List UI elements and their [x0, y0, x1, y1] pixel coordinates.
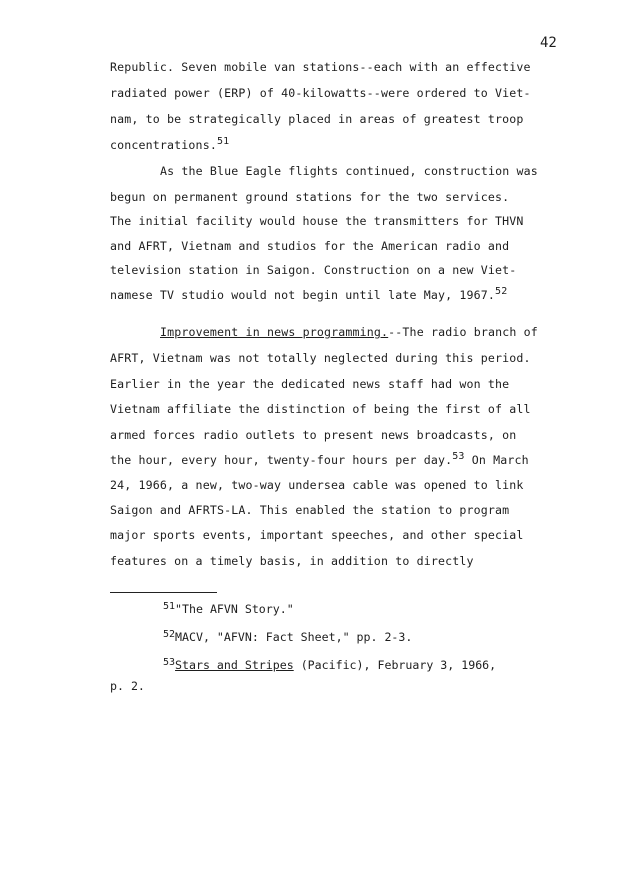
section-heading: Improvement in news programming. — [160, 325, 389, 339]
page-number: 42 — [540, 35, 557, 51]
footnote-number: 52 — [163, 629, 176, 640]
footnote-continuation: p. 2. — [110, 679, 145, 693]
body-line — [160, 325, 538, 339]
footnote-ref: 53 — [452, 451, 465, 462]
body-line: AFRT, Vietnam was not totally neglected during this period. — [110, 351, 531, 365]
body-text: On March — [464, 453, 529, 467]
body-line — [110, 138, 229, 152]
footnote-number: 53 — [163, 657, 176, 668]
body-line: and AFRT, Vietnam and studios for the American radio and — [110, 239, 510, 253]
body-line: nam, to be strategically placed in areas of greatest troop — [110, 112, 524, 126]
body-line: The initial facility would house the transmitters for THVN — [110, 214, 524, 228]
body-line: armed forces radio outlets to present news broadcasts, on — [110, 428, 517, 442]
body-line — [110, 288, 507, 302]
body-line: Republic. Seven mobile van stations--each with an effective — [110, 60, 531, 74]
footnote-51 — [163, 602, 294, 616]
footnote-52 — [163, 630, 412, 644]
body-line: begun on permanent ground stations for the two services. — [110, 190, 510, 204]
footnote-publication-title: Stars and Stripes — [175, 658, 294, 672]
footnote-number: 51 — [163, 601, 176, 612]
body-line: television station in Saigon. Construction on a new Viet- — [110, 263, 517, 277]
body-text: --The radio branch of — [388, 325, 538, 339]
body-line: radiated power (ERP) of 40-kilowatts--were ordered to Viet- — [110, 86, 531, 100]
footnote-text: "The AFVN Story." — [175, 602, 294, 616]
body-line — [110, 453, 529, 467]
footnote-53 — [163, 658, 496, 672]
body-text: namese TV studio would not begin until late May, 1967. — [110, 288, 496, 302]
body-line: Vietnam affiliate the distinction of being the first of all — [110, 402, 531, 416]
footnote-text: MACV, "AFVN: Fact Sheet," pp. 2-3. — [175, 630, 413, 644]
body-line: 24, 1966, a new, two-way undersea cable was opened to link — [110, 478, 524, 492]
footnote-ref: 51 — [216, 136, 230, 147]
footnote-ref: 52 — [495, 286, 508, 297]
body-line: major sports events, important speeches, and other special — [110, 528, 524, 542]
body-text: the hour, every hour, twenty-four hours per day. — [110, 453, 453, 467]
body-line: Earlier in the year the dedicated news staff had won the — [110, 377, 510, 391]
body-text: concentrations. — [110, 138, 217, 152]
body-line: Saigon and AFRTS-LA. This enabled the station to program — [110, 503, 510, 517]
footnote-divider — [110, 592, 217, 593]
footnote-text: (Pacific), February 3, 1966, — [293, 658, 497, 672]
body-line: As the Blue Eagle flights continued, construction was — [160, 164, 538, 178]
body-line: features on a timely basis, in addition to directly — [110, 554, 474, 568]
